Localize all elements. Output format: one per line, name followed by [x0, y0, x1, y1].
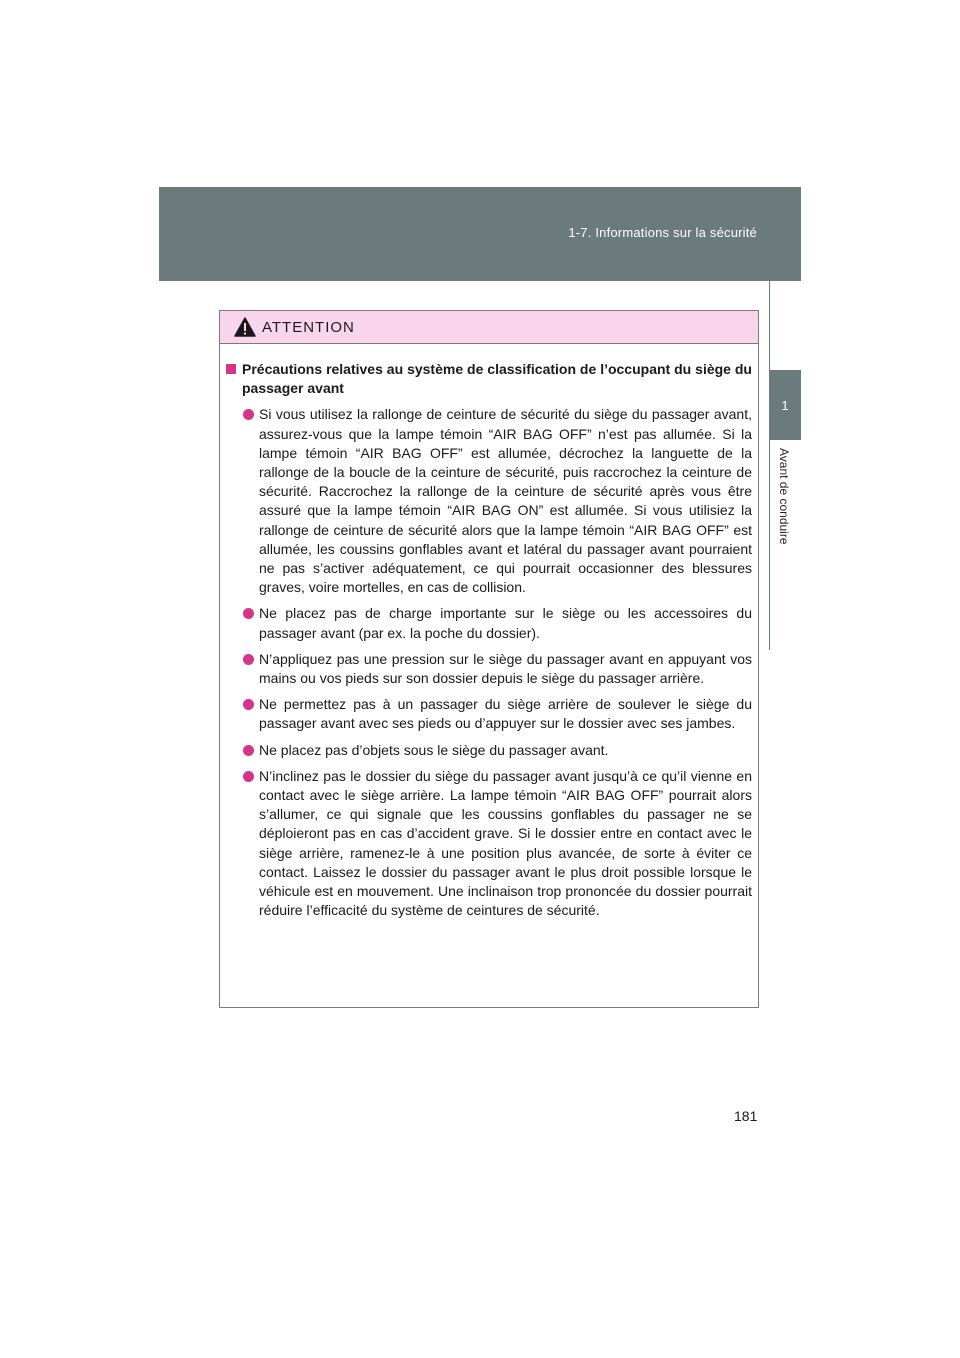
item-text: N’appliquez pas une pression sur le siège du passager avant en appuyant vos mains ou vos pieds sur son dossier depuis le siège du passager arrière.	[259, 650, 752, 687]
item-text: Ne placez pas d’objets sous le siège du passager avant.	[259, 741, 609, 758]
item-text: Ne permettez pas à un passager du siège arrière de soulever le siège du passager avant avec ses pieds ou d’appuyer sur le dossier avec ses jambes.	[259, 696, 752, 732]
section-heading	[226, 360, 752, 398]
side-divider	[769, 281, 770, 370]
bullet-icon	[243, 771, 254, 782]
chapter-header-band	[159, 187, 801, 281]
chapter-number: 1	[781, 397, 789, 413]
caution-header	[220, 311, 758, 344]
chapter-label: Avant de conduire	[777, 448, 791, 545]
bullet-icon	[243, 409, 254, 420]
list-item	[243, 695, 752, 733]
chapter-tab	[769, 370, 801, 440]
list-item	[243, 741, 752, 760]
bullet-icon	[243, 608, 254, 619]
section-title: 1-7. Informations sur la sécurité	[568, 225, 757, 240]
item-text: Si vous utilisez la rallonge de ceinture de sécurité du siège du passager avant, assurez-vous que la lampe témoin “AIR BAG OFF” n’est pas allumée. Si la lampe témoin “AIR BAG OFF” est allumée, décrochez la languette de la rallonge de la boucle de la ceinture de sécurité, puis raccrochez la ceinture de sécurité. Raccrochez la rallonge de la ceinture de sécurité après vous être assuré que la lampe témoin “AIR BAG ON” est allumée. Si vous utilisiez la rallonge de ceinture de sécurité alors que la lampe témoin “AIR BAG OFF” est allumée, les coussins gonflables avant et latéral du passager avant pourraient ne pas s’activer adéquatement, ce qui pourrait occasionner des blessures graves, voire mortelles, en cas de collision.	[259, 406, 752, 596]
bullet-icon	[243, 654, 254, 665]
caution-title: ATTENTION	[262, 318, 355, 336]
list-item	[243, 767, 752, 921]
caution-body	[220, 344, 758, 920]
page-number: 181	[734, 1108, 758, 1124]
bullet-icon	[243, 745, 254, 756]
caution-box	[219, 310, 759, 1008]
square-bullet-icon	[226, 364, 236, 374]
item-text: Ne placez pas de charge importante sur le siège ou les accessoires du passager avant (par ex. la poche du dossier).	[259, 605, 752, 641]
item-text: N’inclinez pas le dossier du siège du passager avant jusqu’à ce qu’il vienne en contact avec le siège arrière. La lampe témoin “AIR BAG OFF” pourrait alors s’allumer, ce qui signale que les coussins gonflables du passager ne se déploieront pas en cas d’accident grave. Si le dossier entre en contact avec le siège arrière, ramenez-le à une position plus avancée, de sorte à éviter ce contact. Laissez le dossier du passager avant le plus droit possible lorsque le véhicule est en mouvement. Une inclinaison trop prononcée du dossier pourrait réduire l’efficacité du système de ceintures de sécurité.	[259, 767, 752, 919]
list-item	[243, 405, 752, 597]
list-item	[243, 650, 752, 688]
heading-text: Précautions relatives au système de classification de l’occupant du siège du passager avant	[242, 361, 752, 397]
list-item	[243, 604, 752, 642]
warning-triangle-icon	[234, 317, 256, 337]
bullet-icon	[243, 699, 254, 710]
